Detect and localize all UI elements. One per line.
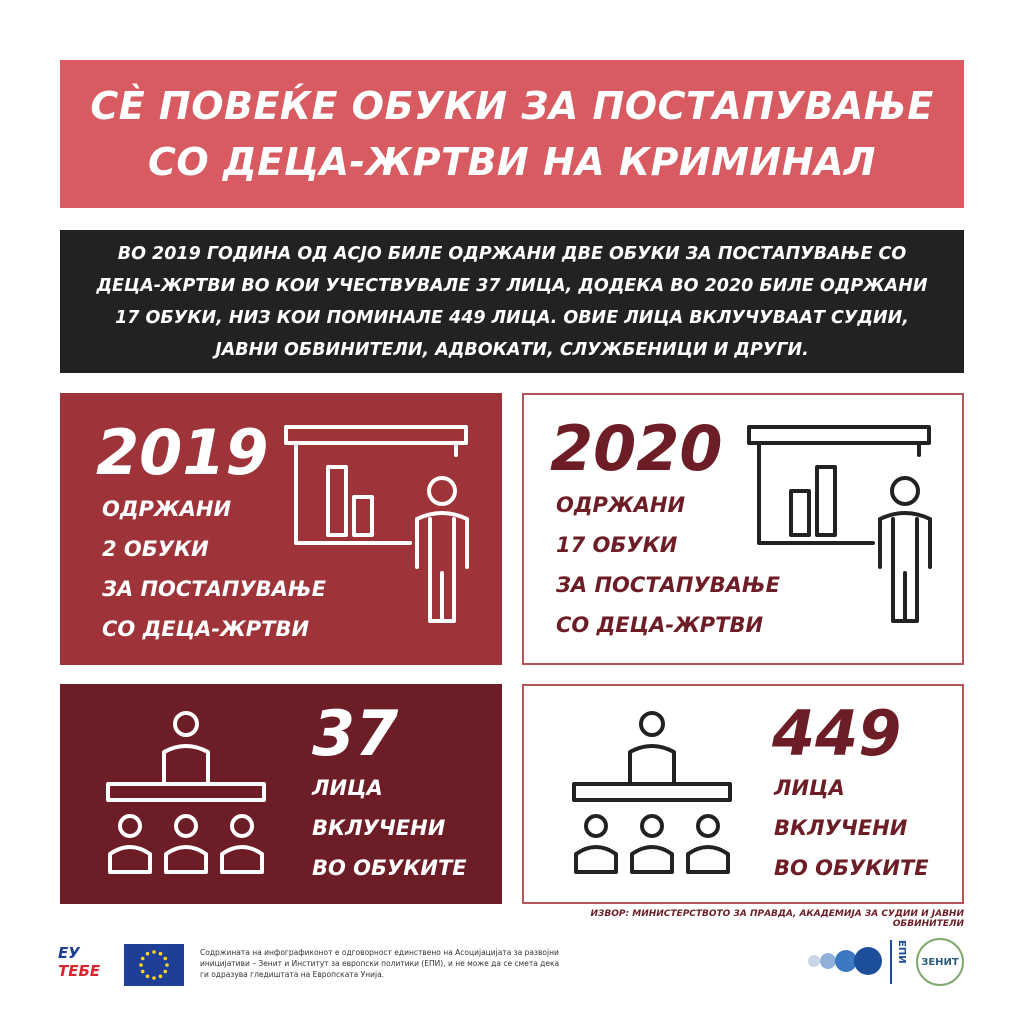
card-2020-line: СО ДЕЦА-ЖРТВИ <box>556 613 764 637</box>
people-37-line: ЛИЦА <box>312 776 383 800</box>
people-449-line: ЛИЦА <box>774 776 845 800</box>
intro-panel <box>60 230 964 373</box>
card-2020-line: ЗА ПОСТАПУВАЊЕ <box>556 573 780 597</box>
people-count-37: 37 <box>312 697 399 770</box>
eu-logo-text: ЕУ <box>58 944 80 962</box>
people-37-text <box>312 768 467 888</box>
zenit-logo <box>916 938 964 986</box>
people-37-line: ВКЛУЧЕНИ <box>312 816 446 840</box>
people-449-line: ВКЛУЧЕНИ <box>774 816 908 840</box>
footer-disclaimer: Содржината на инфографиконот е одговорност единствено на Асоцијацијата за развојни иницијативи – Зенит и Институт за европски политики (ЕПИ), и не може да се смета дека ги одразува гледиштата на Европската Унија. <box>200 948 560 979</box>
classroom-icon <box>568 710 738 880</box>
card-2019-line: ОДРЖАНИ <box>102 497 232 521</box>
eu-flag-icon <box>124 944 184 986</box>
card-2019 <box>60 393 502 665</box>
epi-logo-text: ЕПИ <box>896 940 907 964</box>
source-note: ИЗВОР: МИНИСТЕРСТВОТО ЗА ПРАВДА, АКАДЕМИЈА ЗА СУДИИ И ЈАВНИ ОБВИНИТЕЛИ <box>590 909 964 929</box>
zenit-logo-text: ЗЕНИТ <box>921 956 959 968</box>
title-line-2: СО ДЕЦА-ЖРТВИ НА КРИМИНАЛ <box>148 140 876 184</box>
presentation-icon <box>282 421 482 636</box>
card-2019-line: 2 ОБУКИ <box>102 537 209 561</box>
classroom-icon <box>102 710 272 880</box>
title-line-1: СЀ ПОВЕЌЕ ОБУКИ ЗА ПОСТАПУВАЊЕ <box>90 84 934 128</box>
year-2020: 2020 <box>550 412 723 485</box>
card-2020 <box>522 393 964 665</box>
title-banner <box>60 60 964 208</box>
dots-logo-icon <box>806 944 886 978</box>
card-2019-line: СО ДЕЦА-ЖРТВИ <box>102 617 310 641</box>
year-2019: 2019 <box>96 416 269 489</box>
people-449-line: ВО ОБУКИТЕ <box>774 856 929 880</box>
card-people-37 <box>60 684 502 904</box>
card-2019-line: ЗА ПОСТАПУВАЊЕ <box>102 577 326 601</box>
people-count-449: 449 <box>772 697 902 770</box>
people-37-line: ВО ОБУКИТЕ <box>312 856 467 880</box>
intro-text: ВО 2019 ГОДИНА ОД АСЈО БИЛЕ ОДРЖАНИ ДВЕ ОБУКИ ЗА ПОСТАПУВАЊЕ СО ДЕЦА-ЖРТВИ ВО КОИ УЧЕСТВУВАЛЕ 37 ЛИЦА, ДОДЕКА ВО 2020 БИЛЕ ОДРЖАНИ 17 ОБУКИ, НИЗ КОИ ПОМИНАЛЕ 449 ЛИЦА. ОВИЕ ЛИЦА ВКЛУЧУВААТ СУДИИ, ЈАВНИ ОБВИНИТЕЛИ, АДВОКАТИ, СЛУЖБЕНИЦИ И ДРУГИ. <box>96 243 928 360</box>
presentation-icon <box>740 421 950 636</box>
epi-logo <box>890 940 914 984</box>
eu-za-tebe-logo <box>58 944 120 986</box>
card-2020-line: 17 ОБУКИ <box>556 533 678 557</box>
eu-logo-text: ТЕБЕ <box>58 962 101 980</box>
card-people-449 <box>522 684 964 904</box>
card-2020-line: ОДРЖАНИ <box>556 493 686 517</box>
people-449-text <box>774 768 929 888</box>
